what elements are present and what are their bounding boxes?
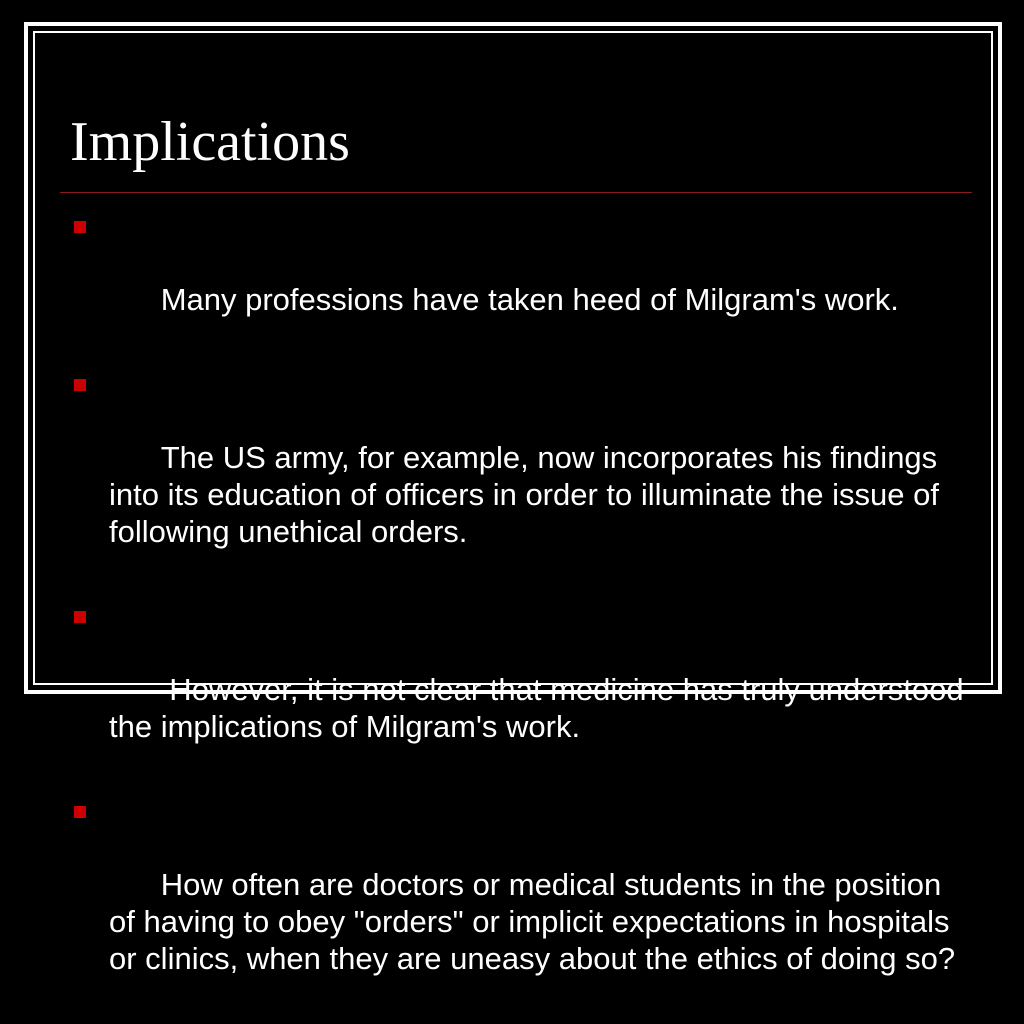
bullet-text: Many professions have taken heed of Milgram's work.: [160, 282, 899, 317]
bullet-item: [72, 207, 972, 355]
red-square-bullet-icon: [74, 806, 86, 818]
bullet-list: [72, 207, 972, 1024]
title-divider: [60, 192, 972, 193]
bullet-item: [72, 597, 972, 782]
red-square-bullet-icon: [74, 221, 86, 233]
red-square-bullet-icon: [74, 611, 86, 623]
bullet-text: The US army, for example, now incorporates his findings into its education of officers in order to illuminate the issue of following unethical orders.: [109, 440, 948, 549]
red-square-bullet-icon: [74, 379, 86, 391]
bullet-text: How often are doctors or medical students in the position of having to obey "orders" or implicit expectations in hospitals or clinics, when they are uneasy about the ethics of doing so?: [109, 867, 959, 976]
slide-title: Implications: [70, 111, 350, 173]
bullet-text: However, it is not clear that medicine has truly understood the implications of Milgram's work.: [109, 672, 973, 744]
bullet-item: [72, 365, 972, 587]
bullet-item: [72, 792, 972, 1014]
